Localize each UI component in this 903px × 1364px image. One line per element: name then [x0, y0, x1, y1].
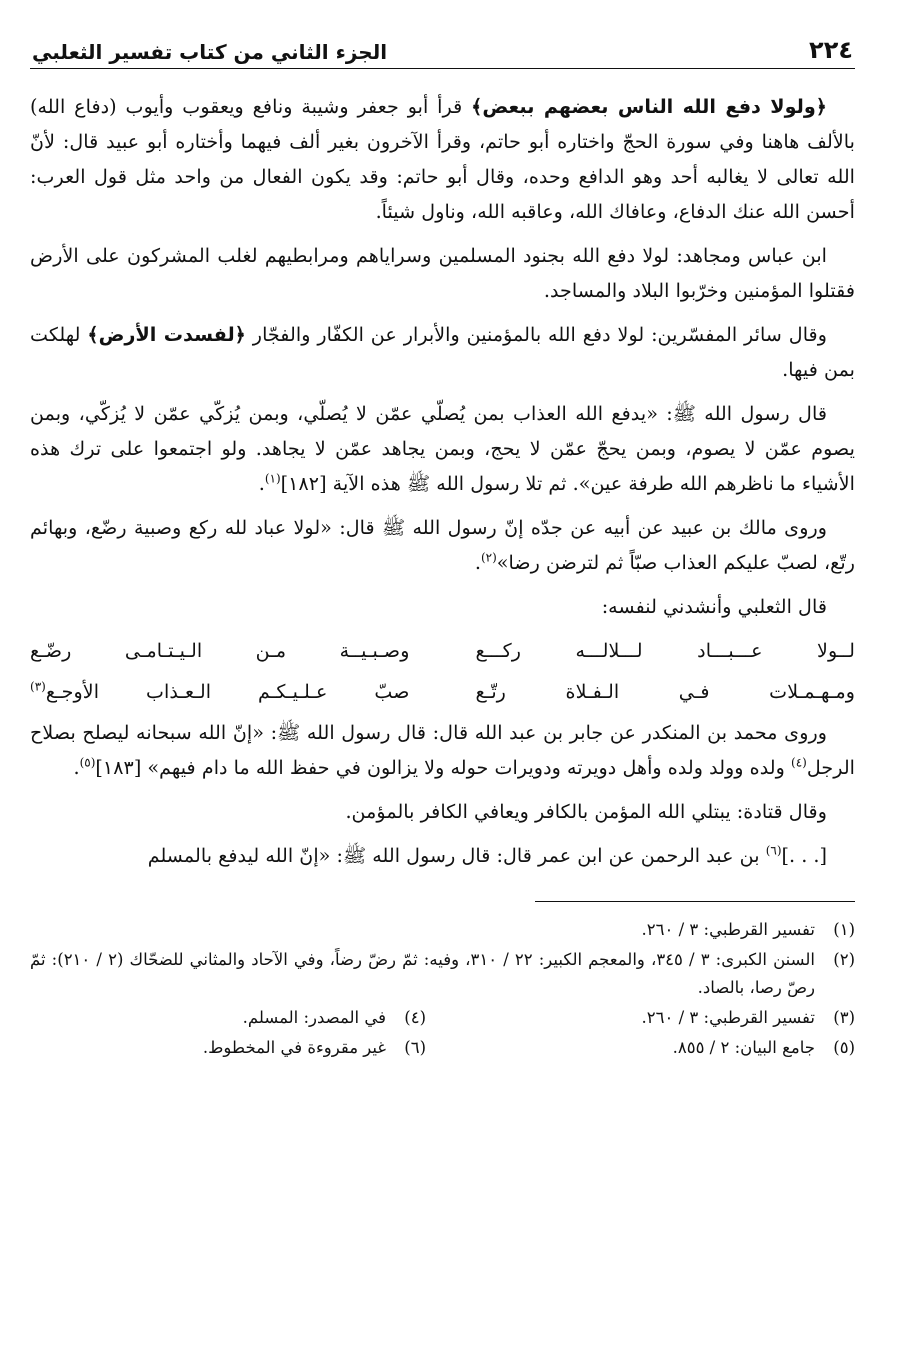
paragraph-5 [30, 510, 855, 580]
paragraph-text: لهلكت بمن فيها. [30, 323, 855, 381]
footnote-number: (٤) [404, 1008, 426, 1027]
footnote-text: في المصدر: المسلم. [242, 1008, 386, 1027]
poem-hemistich: لــولا عـــبـــاد لـــلالـــه ركـــع [475, 639, 855, 662]
paragraph-text: وروى محمد بن المنكدر عن جابر بن عبد الله قال: قال رسول الله ﷺ: «إنّ الله سبحانه ليصلح بصلاح الرجل [30, 721, 855, 779]
main-text [30, 89, 855, 873]
footnote [30, 1034, 426, 1062]
paragraph-text: بن عبد الرحمن عن ابن عمر قال: قال رسول الله ﷺ: «إنّ الله ليدفع بالمسلم [147, 844, 766, 867]
poem-verse [30, 674, 855, 709]
footnote-text: تفسير القرطبي: ٣ / ٢٦٠. [641, 1008, 815, 1027]
paragraph-text: قرأ أبو جعفر وشيبة ونافع ويعقوب وأيوب (دفاع الله) بالألف هاهنا وفي سورة الحجّ واختاره أبو حاتم، وقرأ الآخرون بغير ألف فيهما وأختاره أبو عبيد قال: لأنّ الله تعالى لا يغالبه أحد وهو الدافع وحده، وقال أبو حاتم: وقد يكون الفعال من واحد مثل قول العرب: أحسن الله عنك الدفاع، وعافاك الله، وعاقبه الله، وناول شيئاً. [30, 95, 855, 223]
footnote-number: (٣) [833, 1008, 855, 1027]
book-page [30, 24, 855, 1064]
poem-hemistich [30, 674, 410, 709]
poem [30, 633, 855, 709]
page-number: ٢٢٤ [809, 36, 853, 64]
footnotes [30, 916, 855, 1064]
paragraph-4 [30, 396, 855, 501]
paragraph-text: قال رسول الله ﷺ: «يدفع الله العذاب بمن يُصلّي عمّن لا يُصلّي، وبمن يُزكّي عمّن لا يُزكّي، وبمن يصوم عمّن لا يصوم، وبمن يحجّ عمّن لا يحج، وبمن يجاهد عمّن لا يجاهد. ولو اجتمعوا على ترك هذه الأشياء ما ناظرهم الله طرفة عين». ثم تلا رسول الله ﷺ هذه الآية [١٨٢] [30, 402, 855, 495]
footnote-ref[interactable]: (٦) [765, 843, 782, 858]
paragraph-2: ابن عباس ومجاهد: لولا دفع الله بجنود المسلمين وسراياهم ومرابطيهم لغلب المشركون على الأرض فقتلوا المؤمنين وخرّبوا البلاد والمساجد. [30, 244, 855, 302]
footnote-ref[interactable]: (٥) [79, 755, 96, 770]
footnote-text: جامع البيان: ٢ / ٨٥٥. [672, 1038, 815, 1057]
footnote-number: (٢) [833, 950, 855, 969]
paragraph-text: ولده وولد ولده وأهل دويرته ودويرات حوله ولا يزالون في حفظ الله ما دام فيهم» [١٨٣] [95, 756, 792, 779]
footnote [426, 1004, 855, 1032]
footnote-number: (٦) [404, 1038, 426, 1057]
paragraph-text: وقال سائر المفسّرين: لولا دفع الله بالمؤمنين والأبرار عن الكفّار والفجّار [245, 323, 827, 346]
footnote-text: السنن الكبرى: ٣ / ٣٤٥، والمعجم الكبير: ٢٢ / ٣١٠، وفيه: ثمّ رضّ رضاً، وفي الآحاد والمثاني للضحّاك (٢ / ٢١٠): ثمّ رصّ رصا، بالصاد. [30, 950, 815, 997]
paragraph-text: . [258, 472, 265, 495]
paragraph-text: . [474, 551, 481, 574]
running-title: الجزء الثاني من كتاب تفسير الثعلبي [32, 40, 388, 64]
footnote-ref[interactable]: (١) [264, 471, 281, 486]
footnote [30, 1004, 426, 1032]
footnote-ref[interactable]: (٤) [791, 755, 807, 770]
footnote-text: غير مقروءة في المخطوط. [202, 1038, 386, 1057]
footnote [426, 1034, 855, 1062]
footnote-text: تفسير القرطبي: ٣ / ٢٦٠. [641, 920, 815, 939]
footnote-divider [535, 901, 855, 902]
paragraph-9 [30, 838, 855, 873]
paragraph-text: [. . .] [781, 844, 827, 867]
paragraph-8: وقال قتادة: يبتلي الله المؤمن بالكافر ويعافي الكافر بالمؤمن. [345, 800, 827, 823]
paragraph-3 [30, 317, 855, 387]
paragraph-text: . [73, 756, 80, 779]
footnote-number: (٥) [833, 1038, 855, 1057]
footnote-number: (١) [833, 920, 855, 939]
paragraph-6: قال الثعلبي وأنشدني لنفسه: [601, 595, 827, 618]
running-header [30, 24, 855, 69]
footnote-ref[interactable]: (٢) [480, 550, 497, 565]
poem-verse [30, 633, 855, 668]
footnote-ref[interactable]: (٣) [30, 679, 46, 694]
footnote [30, 946, 855, 1002]
footnote-row [30, 1004, 855, 1034]
quran-quote: ﴿ولولا دفع الله الناس بعضهم ببعض﴾ [471, 95, 827, 118]
poem-hemistich: وصـبـيــة مـن الـيـتـامـى رضّـع [30, 639, 410, 662]
poem-hemistich: ومـهـمـلات فـي الـفـلاة رتّـع [475, 680, 855, 703]
footnote [30, 916, 855, 944]
paragraph-1 [30, 89, 855, 229]
poem-text: صبّ عـلـيـكـم الـعـذاب الأوجـع [45, 680, 410, 703]
footnote-row [30, 1034, 855, 1064]
paragraph-text: وروى مالك بن عبيد عن أبيه عن جدّه إنّ رسول الله ﷺ قال: «لولا عباد لله ركع وصبية رضّع، وبهائم رتّع، لصبّ عليكم العذاب صبّاً ثم لترضن رضا» [30, 516, 855, 574]
quran-quote: ﴿لفسدت الأرض﴾ [87, 323, 246, 346]
paragraph-7 [30, 715, 855, 785]
